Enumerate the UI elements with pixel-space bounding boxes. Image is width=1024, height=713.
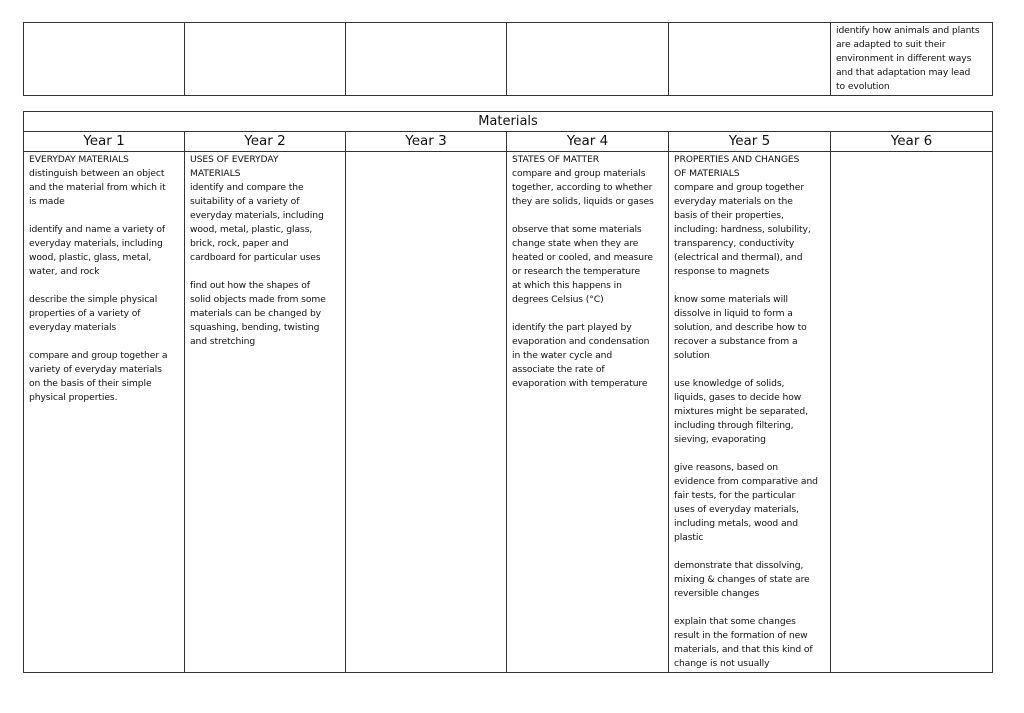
top-cell-year-4 <box>507 23 669 96</box>
year-6-header: Year 6 <box>831 132 993 152</box>
previous-topic-table <box>23 22 993 96</box>
year-1-header: Year 1 <box>24 132 185 152</box>
top-cell-year-2 <box>185 23 346 96</box>
table-row <box>24 23 993 96</box>
year-3-header: Year 3 <box>346 132 507 152</box>
table-row <box>24 112 993 132</box>
year-6-objectives <box>831 152 993 673</box>
year-2-header: Year 2 <box>185 132 346 152</box>
section-title: Materials <box>24 112 993 132</box>
year-4-objectives: STATES OF MATTER compare and group materials together, according to whether they are solids, liquids or gases observe that some materials change state when they are heated or cooled, and measure or research the temperature at which this happens in degrees Celsius (°C) identify the part played by evaporation and condensation in the water cycle and associate the rate of evaporation with temperature <box>507 152 669 673</box>
year-2-objectives: USES OF EVERYDAY MATERIALS identify and compare the suitability of a variety of everyday materials, including wood, metal, plastic, glass, brick, rock, paper and cardboard for particular uses find out how the shapes of solid objects made from some materials can be changed by squashing, bending, twisting and stretching <box>185 152 346 673</box>
year-5-header: Year 5 <box>669 132 831 152</box>
top-cell-year-1 <box>24 23 185 96</box>
year-3-objectives <box>346 152 507 673</box>
year-5-objectives: PROPERTIES AND CHANGES OF MATERIALS compare and group together everyday materials on the basis of their properties, including: hardness, solubility, transparency, conductivity (electrical and thermal), and response to magnets know some materials will dissolve in liquid to form a solution, and describe how to recover a substance from a solution use knowledge of solids, liquids, gases to decide how mixtures might be separated, including through filtering, sieving, evaporating give reasons, based on evidence from comparative and fair tests, for the particular uses of everyday materials, including metals, wood and plastic demonstrate that dissolving, mixing & changes of state are reversible changes explain that some changes result in the formation of new materials, and that this kind of change is not usually <box>669 152 831 673</box>
top-cell-year-3 <box>346 23 507 96</box>
top-cell-year-6: identify how animals and plants are adapted to suit their environment in different ways and that adaptation may lead to evolution <box>831 23 993 96</box>
table-row <box>24 152 993 673</box>
year-1-objectives: EVERYDAY MATERIALS distinguish between an object and the material from which it is made identify and name a variety of everyday materials, including wood, plastic, glass, metal, water, and rock describe the simple physical properties of a variety of everyday materials compare and group together a variety of everyday materials on the basis of their simple physical properties. <box>24 152 185 673</box>
top-cell-year-5 <box>669 23 831 96</box>
year-4-header: Year 4 <box>507 132 669 152</box>
header-row <box>24 132 993 152</box>
materials-table <box>23 111 993 673</box>
